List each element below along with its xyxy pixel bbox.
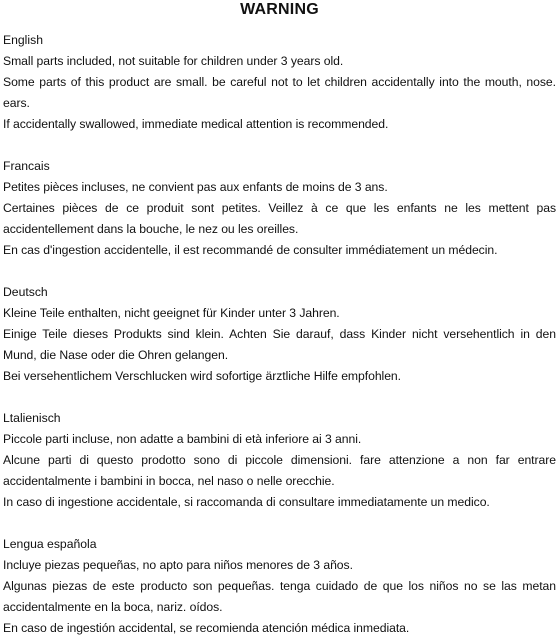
section-italian: [3, 408, 556, 513]
warning-line: Algunas piezas de este producto son pequeñas. tenga cuidado de que los niños no se las metan accidentalmente en la boca, nariz. oídos.: [3, 579, 556, 614]
warning-line: En cas d'ingestion accidentelle, il est recommandé de consulter immédiatement un médecin.: [3, 243, 498, 257]
section-spanish: [3, 534, 556, 639]
language-heading: Ltalienisch: [3, 411, 61, 425]
warning-line: Piccole parti incluse, non adatte a bambini di età inferiore ai 3 anni.: [3, 432, 362, 446]
warning-line: Einige Teile dieses Produkts sind klein. Achten Sie darauf, dass Kinder nicht versehentlich in den Mund, die Nase oder die Ohren gelangen.: [3, 327, 556, 362]
warning-line: In caso di ingestione accidentale, si raccomanda di consultare immediatamente un medico.: [3, 495, 490, 509]
warning-line: Bei versehentlichem Verschlucken wird sofortige ärztliche Hilfe empfohlen.: [3, 369, 401, 383]
warning-line: Petites pièces incluses, ne convient pas aux enfants de moins de 3 ans.: [3, 180, 388, 194]
language-heading: English: [3, 33, 43, 47]
warning-line: Some parts of this product are small. be careful not to let children accidentally into the mouth, nose. ears.: [3, 75, 556, 110]
warning-line: Certaines pièces de ce produit sont petites. Veillez à ce que les enfants ne les mettent pas accidentellement dans la bouche, le nez ou les oreilles.: [3, 201, 556, 236]
section-german: [3, 282, 556, 387]
section-french: [3, 156, 556, 261]
language-heading: Deutsch: [3, 285, 48, 299]
page-title: WARNING: [240, 1, 319, 18]
language-heading: Lengua española: [3, 537, 97, 551]
warning-line: En caso de ingestión accidental, se recomienda atención médica inmediata.: [3, 621, 410, 635]
warning-line: Alcune parti di questo prodotto sono di piccole dimensioni. fare attenzione a non far entrare accidentalmente i bambini in bocca, nel naso o nelle orecchie.: [3, 453, 556, 488]
warning-line: Incluye piezas pequeñas, no apto para niños menores de 3 años.: [3, 558, 353, 572]
warning-line: Kleine Teile enthalten, nicht geeignet für Kinder unter 3 Jahren.: [3, 306, 340, 320]
language-heading: Francais: [3, 159, 50, 173]
warning-line: If accidentally swallowed, immediate medical attention is recommended.: [3, 117, 389, 131]
warning-line: Small parts included, not suitable for children under 3 years old.: [3, 54, 344, 68]
section-english: [3, 30, 556, 135]
